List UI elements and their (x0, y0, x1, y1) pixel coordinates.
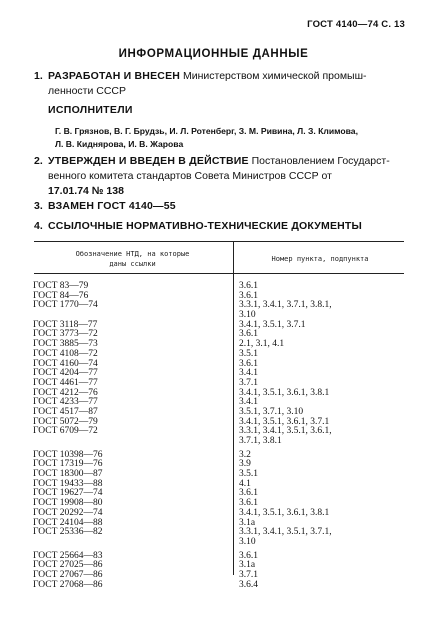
doc-reference: ГОСТ 1770—74 (33, 300, 98, 311)
item-numbers: 3.3.1, 3.4.1, 3.5.1, 3.6.1, (239, 426, 332, 437)
doc-reference: ГОСТ 19627—74 (33, 488, 103, 499)
performers-line: Г. В. Грязнов, В. Г. Брудзь, И. Л. Ротенберг, З. М. Ривина, Л. З. Климова, (55, 126, 358, 136)
doc-reference: ГОСТ 4204—77 (33, 368, 98, 379)
doc-reference: ГОСТ 5072—79 (33, 416, 98, 427)
section-lead: РАЗРАБОТАН И ВНЕСЕН (48, 70, 181, 82)
section-text: 17.01.74 № 138 (48, 185, 124, 197)
doc-reference-continuation (33, 538, 228, 548)
section-references (34, 219, 404, 234)
doc-reference: ГОСТ 25664—83 (33, 550, 103, 561)
doc-reference: ГОСТ 25336—82 (33, 527, 103, 538)
section-text: Министерством химической промыш- (182, 70, 367, 82)
item-numbers: 3.4.1, 3.5.1, 3.6.1, 3.8.1 (239, 507, 330, 518)
item-numbers: 3.1а (239, 517, 256, 528)
item-numbers: 3.5.1 (239, 469, 258, 480)
section-number: 4. (34, 220, 43, 232)
table-header-rule (34, 273, 404, 274)
column-header-line: Обозначение НТД, на которые (75, 250, 190, 258)
doc-reference: ГОСТ 6709—72 (33, 426, 98, 437)
item-numbers: 4.1 (239, 478, 251, 489)
column-header-line: даны ссылки (109, 260, 156, 268)
section-number: 2. (34, 155, 43, 167)
item-numbers: 3.10 (239, 536, 256, 547)
item-numbers: 3.2 (239, 449, 251, 460)
section-text: ленности СССР (48, 85, 126, 97)
item-numbers: 3.6.1 (239, 550, 258, 561)
table-column-divider (233, 241, 234, 575)
doc-reference: ГОСТ 3885—73 (33, 339, 98, 350)
item-numbers: 3.3.1, 3.4.1, 3.7.1, 3.8.1, (239, 300, 332, 311)
item-numbers: 3.1а (239, 560, 256, 571)
section-text: венного комитета стандартов Совета Министров СССР от (48, 170, 332, 182)
doc-reference: ГОСТ 18300—87 (33, 469, 103, 480)
section-developed (34, 69, 404, 99)
doc-reference: ГОСТ 3118—77 (33, 319, 98, 330)
section-number: 1. (34, 70, 43, 82)
section-number: 3. (34, 200, 43, 212)
item-numbers: 3.5.1, 3.7.1, 3.10 (239, 406, 304, 417)
item-numbers: 3.4.1, 3.5.1, 3.6.1, 3.7.1 (239, 416, 330, 427)
item-numbers: 3.6.1 (239, 498, 258, 509)
doc-reference: ГОСТ 27025—86 (33, 560, 103, 571)
doc-reference: ГОСТ 4160—74 (33, 358, 98, 369)
item-numbers: 3.6.1 (239, 281, 258, 291)
item-numbers: 3.9 (239, 459, 251, 470)
section-approved (34, 154, 404, 199)
column-header-items: Номер пункта, подпункта (271, 255, 369, 263)
doc-reference: ГОСТ 20292—74 (33, 507, 103, 518)
column-header-docs (40, 249, 225, 269)
doc-reference: ГОСТ 4108—72 (33, 348, 98, 359)
item-numbers: 2.1, 3.1, 4.1 (239, 339, 285, 350)
doc-reference: ГОСТ 19908—80 (33, 498, 103, 509)
doc-column (33, 282, 228, 590)
item-numbers: 3.7.1, 3.8.1 (239, 436, 282, 446)
section-replaces (34, 199, 404, 214)
page-title: ИНФОРМАЦИОННЫЕ ДАННЫЕ (118, 48, 309, 60)
doc-reference: ГОСТ 19433—88 (33, 478, 103, 489)
doc-reference: ГОСТ 27067—86 (33, 569, 103, 580)
page-header: ГОСТ 4140—74 С. 13 (307, 19, 405, 30)
section-text: ВЗАМЕН ГОСТ 4140—55 (48, 200, 176, 212)
item-numbers: 3.4.1, 3.5.1, 3.7.1 (239, 319, 306, 330)
section-text: Постановлением Государст- (251, 155, 390, 167)
doc-reference: ГОСТ 27068—86 (33, 579, 103, 590)
performers-list (55, 125, 405, 151)
item-numbers: 3.4.1, 3.5.1, 3.6.1, 3.8.1 (239, 387, 330, 398)
doc-reference: ГОСТ 4212—76 (33, 387, 98, 398)
section-text: ССЫЛОЧНЫЕ НОРМАТИВНО-ТЕХНИЧЕСКИЕ ДОКУМЕНТЫ (48, 220, 363, 232)
doc-reference: ГОСТ 17319—76 (33, 459, 103, 470)
item-numbers: 3.6.1 (239, 358, 258, 369)
item-numbers: 3.6.4 (239, 579, 258, 590)
performers-heading: ИСПОЛНИТЕЛИ (48, 104, 133, 116)
item-numbers: 3.7.1 (239, 569, 258, 580)
item-numbers: 3.6.1 (239, 488, 258, 499)
item-numbers: 3.4.1 (239, 368, 258, 379)
doc-reference: ГОСТ 83—79 (33, 281, 89, 291)
doc-reference: ГОСТ 4233—77 (33, 397, 98, 408)
item-numbers: 3.7.1 (239, 377, 258, 388)
performers-line: Л. В. Киднярова, И. В. Жарова (55, 139, 184, 149)
doc-reference: ГОСТ 3773—72 (33, 329, 98, 340)
doc-reference: ГОСТ 10398—76 (33, 449, 103, 460)
items-column (239, 282, 409, 590)
doc-reference: ГОСТ 84—76 (33, 290, 89, 301)
item-numbers: 3.4.1 (239, 397, 258, 408)
section-lead: УТВЕРЖДЕН И ВВЕДЕН В ДЕЙСТВИЕ (48, 155, 249, 167)
doc-reference-continuation (33, 437, 228, 447)
item-numbers: 3.6.1 (239, 329, 258, 340)
item-numbers: 3.5.1 (239, 348, 258, 359)
table-top-rule (34, 241, 404, 242)
doc-reference: ГОСТ 24104—88 (33, 517, 103, 528)
item-numbers: 3.3.1, 3.4.1, 3.5.1, 3.7.1, (239, 527, 332, 538)
doc-reference: ГОСТ 4517—87 (33, 406, 98, 417)
item-numbers: 3.6.1 (239, 290, 258, 301)
item-numbers: 3.10 (239, 310, 256, 321)
doc-reference: ГОСТ 4461—77 (33, 377, 98, 388)
